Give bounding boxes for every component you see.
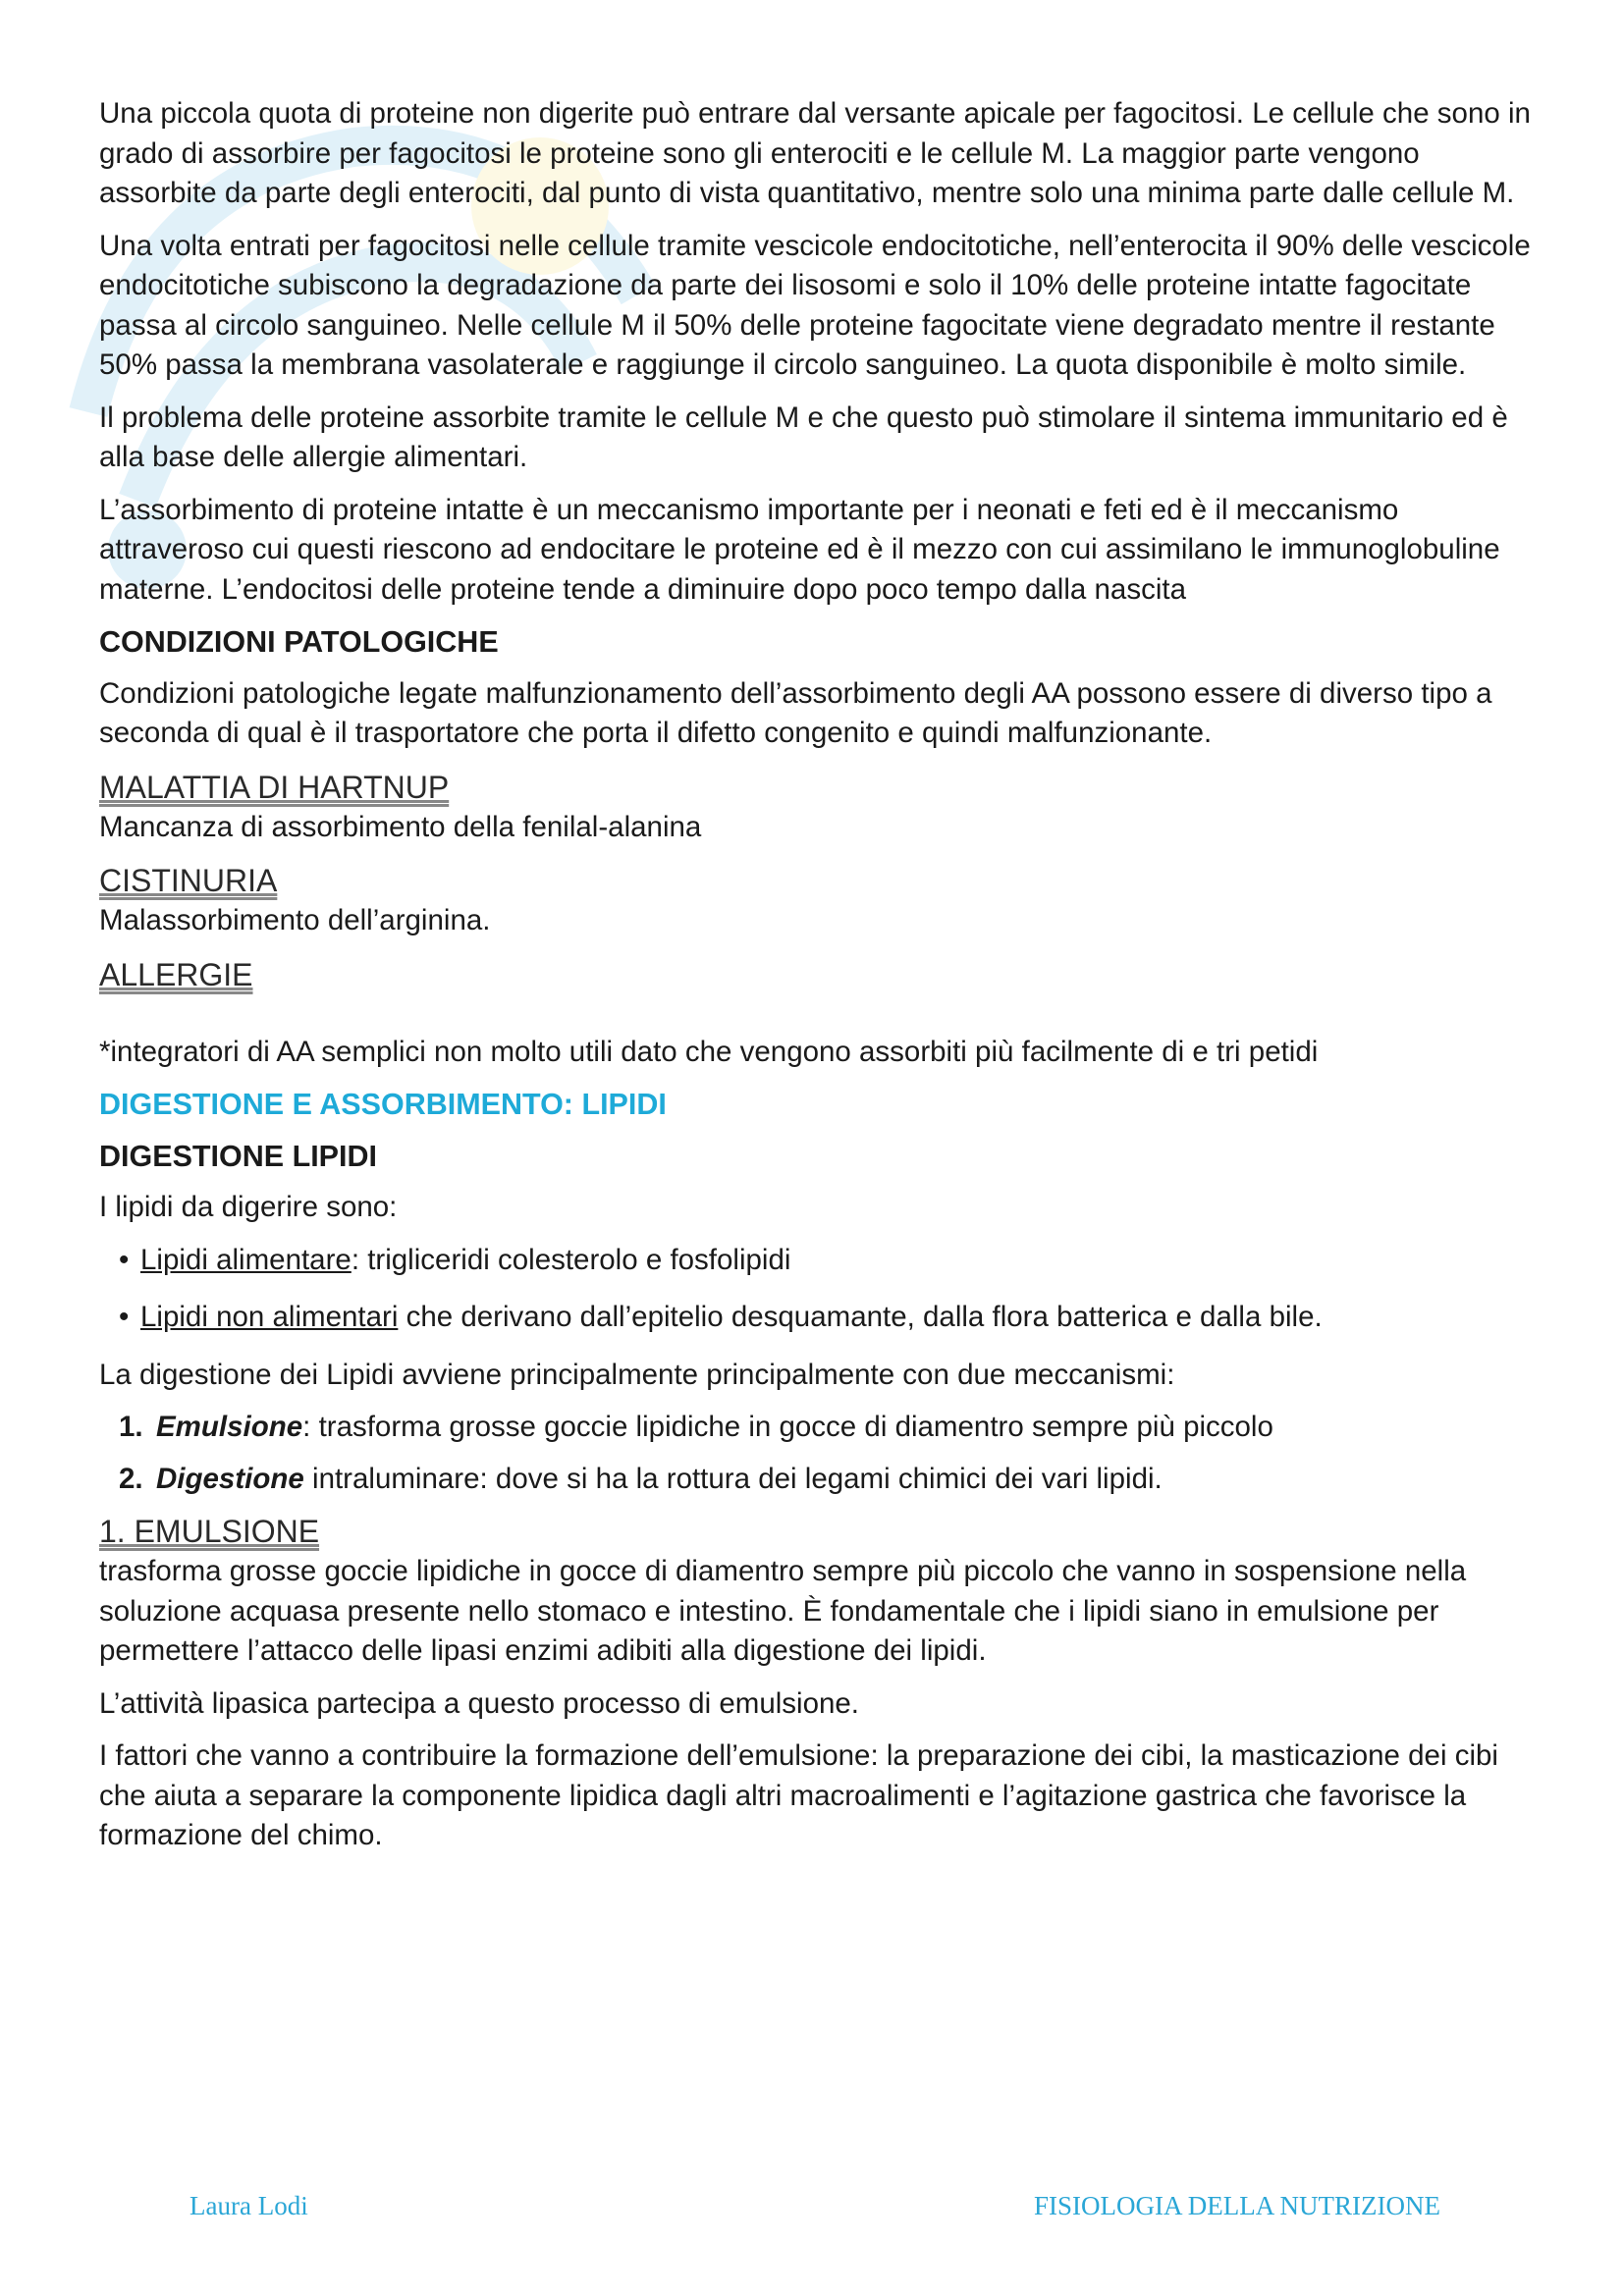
list-item [119,1408,1533,1448]
paragraph: Malassorbimento dell’arginina. [99,904,491,936]
document-body [99,94,1533,1869]
list-number: 1. [119,1411,143,1443]
paragraph: La digestione dei Lipidi avviene principalmente principalmente con due meccanismi: [99,1358,1175,1391]
list-item-term: Digestione [156,1462,304,1495]
paragraph: Una piccola quota di proteine non digerite può entrare dal versante apicale per fagocitosi. Le cellule che sono in grado di assorbire per fagocitosi le proteine sono gli enterociti e le cellule M. La maggior parte vengono assorbite da parte degli enterociti, dal punto di vista quantitativo, mentre solo una minima parte dalle cellule M. [99,97,1531,209]
bullet-icon: • [119,1243,130,1276]
list-item-label: Lipidi non alimentari [140,1301,399,1333]
lipidi-list [99,1241,1533,1338]
paragraph: Il problema delle proteine assorbite tramite le cellule M e che questo può stimolare il sintema immunitario ed è alla base delle allergie alimentari. [99,400,1508,473]
list-item-text: : trigliceridi colesterolo e fosfolipidi [351,1243,791,1276]
list-number: 2. [119,1462,143,1495]
paragraph: trasforma grosse goccie lipidiche in gocce di diamentro sempre più piccolo che vanno in sospensione nella soluzione acquasa presente nello stomaco e intestino. È fondamentale che i lipidi siano in emulsione per permettere l’attacco delle lipasi enzimi adibiti alla digestione dei lipidi. [99,1555,1467,1667]
subheading-emulsione: 1. EMULSIONE [99,1514,320,1549]
note: *integratori di AA semplici non molto utili dato che vengono assorbiti più facilmente di e tri petidi [99,1035,1319,1068]
list-item-text: che derivano dall’epitelio desquamante, dalla flora batterica e dalla bile. [398,1301,1323,1333]
paragraph: L’attività lipasica partecipa a questo processo di emulsione. [99,1686,860,1720]
list-item-text: intraluminare: dove si ha la rottura dei legami chimici dei vari lipidi. [303,1462,1163,1495]
paragraph: I lipidi da digerire sono: [99,1191,398,1223]
list-item-label: Lipidi alimentare [140,1243,352,1276]
paragraph: I fattori che vanno a contribuire la formazione dell’emulsione: la preparazione dei cibi, la masticazione dei cibi che aiuta a separare la componente lipidica dagli altri macroalimenti e l’agitazione gastrica che favorisce la formazione del chimo. [99,1739,1498,1851]
subheading-cistinuria: CISTINURIA [99,863,278,898]
subheading-hartnup: MALATTIA DI HARTNUP [99,769,450,805]
subheading-allergie: ALLERGIE [99,956,253,992]
paragraph: Una volta entrati per fagocitosi nelle cellule tramite vescicole endocitotiche, nell’enterocita il 90% delle vescicole endocitotiche subiscono la degradazione da parte dei lisosomi e solo il 10% delle proteine intatte fagocitate passa al circolo sanguineo. Nelle cellule M il 50% delle proteine fagocitate viene degradato mentre il restante 50% passa la membrana vasolaterale e raggiunge il circolo sanguineo. La quota disponibile è molto simile. [99,229,1531,381]
mechanisms-list [99,1408,1533,1499]
heading-condizioni-patologiche: CONDIZIONI PATOLOGICHE [99,625,499,659]
list-item [119,1241,1533,1281]
list-item [119,1460,1533,1500]
list-item-text: : trasforma grosse goccie lipidiche in gocce di diamentro sempre più piccolo [302,1411,1273,1443]
bullet-icon: • [119,1301,130,1333]
section-title-lipidi: DIGESTIONE E ASSORBIMENTO: LIPIDI [99,1088,667,1121]
paragraph: Condizioni patologiche legate malfunzionamento dell’assorbimento degli AA possono essere di diverso tipo a seconda di qual è il trasportatore che porta il difetto congenito e quindi malfunzionante. [99,676,1492,749]
heading-digestione-lipidi: DIGESTIONE LIPIDI [99,1139,378,1173]
list-item [119,1298,1533,1338]
footer-course: FISIOLOGIA DELLA NUTRIZIONE [1034,2191,1440,2220]
list-item-term: Emulsione [156,1411,303,1443]
paragraph: L’assorbimento di proteine intatte è un meccanismo importante per i neonati e feti ed è il meccanismo attraveroso cui questi riescono ad endocitare le proteine ed è il mezzo con cui assimilano le immunoglobuline materne. L’endocitosi delle proteine tende a diminuire dopo poco tempo dalla nascita [99,493,1500,606]
footer-author: Laura Lodi [189,2191,308,2220]
paragraph: Mancanza di assorbimento della fenilal-alanina [99,810,702,843]
